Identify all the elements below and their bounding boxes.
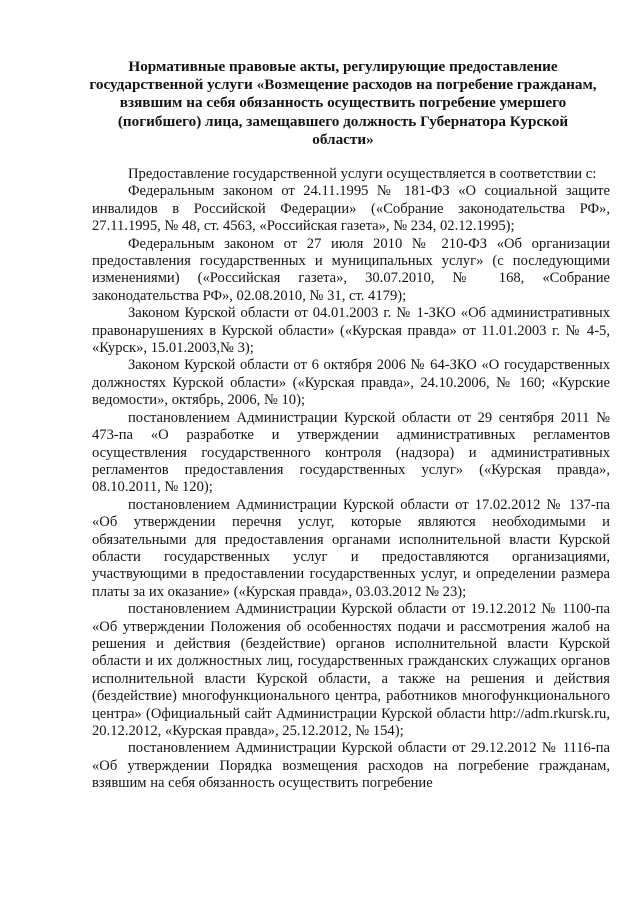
paragraph-kursk-law-64: Законом Курской области от 6 октября 2006 № 64-ЗКО «О государственных должностях Курской области» («Курская правда», 24.10.2006, № 160; «Курские ведомости», октябрь, 2006, № 10); [92,357,610,409]
paragraph-resolution-1116: постановлением Администрации Курской области от 29.12.2012 № 1116-па «Об утверждении Порядка возмещения расходов на погребение гражданам, взявшим на себя обязанность осуществить погребение [92,740,610,792]
paragraph-federal-law-181: Федеральным законом от 24.11.1995 № 181-ФЗ «О социальной защите инвалидов в Российской Федерации» («Собрание законодательства РФ», 27.11.1995, № 48, ст. 4563, «Российская газета», № 234, 02.12.1995); [92,183,610,235]
paragraph-intro: Предоставление государственной услуги осуществляется в соответствии с: [128,166,597,182]
paragraph-kursk-law-1: Законом Курской области от 04.01.2003 г. № 1-ЗКО «Об административных правонарушениях в Курской области» («Курская правда» от 11.01.2003 г. № 4-5, «Курск», 15.01.2003,№ 3); [92,305,610,357]
document-title: Нормативные правовые акты, регулирующие предоставление государственной услуги «Возмещение расходов на погребение гражданам, взявшим на себя обязанность осуществить погребение умершего (погибшего) лица, замещавшего должность Губернатора Курской области» [89,58,597,148]
paragraph-federal-law-210: Федеральным законом от 27 июля 2010 № 210-ФЗ «Об организации предоставления государственных и муниципальных услуг» (с последующими изменениями) («Российская газета», 30.07.2010, № 168, «Собрание законодательства РФ», 02.08.2010, № 31, ст. 4179); [92,235,610,304]
paragraph-resolution-137: постановлением Администрации Курской области от 17.02.2012 № 137-па «Об утверждении перечня услуг, которые являются необходимыми и обязательными для предоставления органами исполнительной власти Курской области государственных услуг и предоставляются организациями, участвующими в предоставлении государственных услуг, и определении размера платы за их оказание» («Курская правда», 03.03.2012 № 23); [92,496,610,600]
paragraph-resolution-1100: постановлением Администрации Курской области от 19.12.2012 № 1100-па «Об утверждении Положения об особенностях подачи и рассмотрения жалоб на решения и действия (бездействие) органов исполнительной власти Курской области и их должностных лиц, государственных гражданских служащих органов исполнительной власти Курской области, а также на решения и действия (бездействие) многофункционального центра, работников многофункционального центра» (Официальный сайт Администрации Курской области http://adm.rkursk.ru, 20.12.2012, «Курская правда», 25.12.2012, № 154); [92,601,610,739]
document-body [92,166,610,793]
paragraph-resolution-473: постановлением Администрации Курской области от 29 сентября 2011 № 473-па «О разработке и утверждении административных регламентов осуществления государственного контроля (надзора) и административных регламентов предоставления государственных услуг» («Курская правда», 08.10.2011, № 120); [92,409,610,496]
